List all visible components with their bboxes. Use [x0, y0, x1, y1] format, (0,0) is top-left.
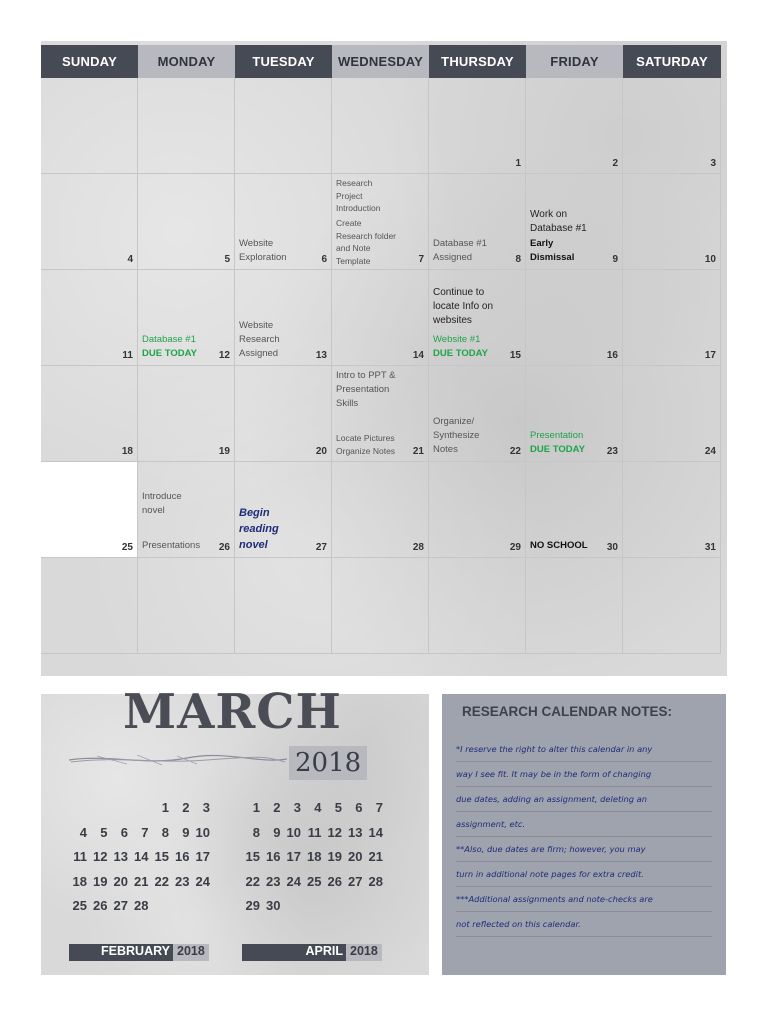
april-label — [242, 944, 382, 961]
mini-calendar-day: 26 — [327, 873, 342, 889]
mini-calendar-week — [67, 800, 217, 825]
day-number: 24 — [704, 446, 716, 457]
mini-calendar-week — [67, 849, 217, 874]
event-text: Database #1 Assigned — [433, 238, 487, 263]
day-cell[interactable] — [235, 174, 332, 270]
mini-calendar-day: 24 — [286, 873, 301, 889]
day-cell[interactable] — [623, 78, 721, 174]
day-cell[interactable] — [41, 558, 138, 654]
weekday-monday: MONDAY — [138, 45, 235, 78]
day-number: 14 — [412, 350, 424, 361]
mini-calendar-week — [240, 898, 390, 923]
day-cell[interactable] — [332, 78, 429, 174]
mini-calendar-day: 22 — [154, 873, 169, 889]
mini-calendar-day: 17 — [286, 849, 301, 864]
event-text: Presentation — [530, 430, 584, 441]
day-number: 3 — [710, 158, 716, 169]
day-cell[interactable] — [235, 462, 332, 558]
day-number: 2 — [612, 158, 618, 169]
day-number: 12 — [218, 350, 230, 361]
mini-calendar-week — [240, 849, 390, 874]
event-text: Begin reading novel — [239, 507, 279, 551]
day-number: 31 — [704, 542, 716, 553]
mini-calendar-day: 5 — [100, 824, 108, 840]
mini-calendar-day: 20 — [348, 849, 363, 864]
mini-calendar-day: 4 — [314, 800, 322, 815]
mini-calendar-day: 1 — [252, 800, 260, 815]
mini-calendar-day: 16 — [266, 849, 281, 864]
day-cell[interactable] — [429, 462, 526, 558]
day-cell[interactable] — [138, 366, 235, 462]
event-text: Website Research Assigned — [239, 320, 280, 359]
day-cell[interactable] — [429, 366, 526, 462]
day-number: 23 — [606, 446, 618, 457]
weekday-wednesday: WEDNESDAY — [332, 45, 429, 78]
note-line: not reflected on this calendar. — [456, 912, 712, 937]
event-text: Introduce novel — [142, 491, 182, 516]
mini-calendar-week — [240, 874, 390, 899]
mini-calendar-day: 6 — [355, 800, 363, 815]
mini-calendar-week — [67, 898, 217, 923]
year-title: 2018 — [289, 746, 367, 780]
day-cell[interactable] — [235, 270, 332, 366]
day-cell[interactable] — [332, 174, 429, 270]
day-number: 25 — [121, 542, 133, 553]
mini-calendar-day: 19 — [93, 873, 108, 889]
day-number: 20 — [315, 446, 327, 457]
weekday-tuesday: TUESDAY — [235, 45, 332, 78]
day-number: 6 — [321, 254, 327, 265]
note-line: *I reserve the right to alter this calendar in any — [456, 737, 712, 762]
day-cell[interactable] — [623, 270, 721, 366]
note-line: ***Additional assignments and note-checks are — [456, 887, 712, 912]
day-number: 18 — [121, 446, 133, 457]
day-cell[interactable] — [138, 462, 235, 558]
mini-calendar-week — [67, 874, 217, 899]
weekday-friday: FRIDAY — [526, 45, 623, 78]
day-number: 8 — [515, 254, 521, 265]
event-text: Website #1 — [433, 334, 481, 345]
day-number: 16 — [606, 350, 618, 361]
day-cell[interactable] — [526, 558, 623, 654]
day-cell[interactable] — [429, 174, 526, 270]
day-cell[interactable] — [332, 558, 429, 654]
event-text: Create Research folder and Note Template — [336, 218, 397, 266]
day-number: 21 — [412, 446, 424, 457]
note-line: assignment, etc. — [456, 812, 712, 837]
day-cell[interactable] — [138, 270, 235, 366]
calendar-grid — [41, 78, 727, 676]
event-text: NO SCHOOL — [530, 540, 588, 551]
event-text: Locate Pictures Organize Notes — [336, 433, 396, 456]
mini-calendar-day: 16 — [175, 849, 190, 864]
february-year: 2018 — [173, 944, 209, 961]
day-cell[interactable] — [41, 270, 138, 366]
mini-calendar-day: 7 — [375, 800, 383, 815]
event-text: Database #1 — [142, 334, 196, 345]
weekday-saturday: SATURDAY — [623, 45, 721, 78]
mini-calendar-day: 2 — [273, 800, 281, 815]
mini-calendar-day: 14 — [368, 824, 383, 840]
day-cell[interactable] — [526, 270, 623, 366]
mini-calendar-day: 15 — [245, 849, 260, 864]
mini-calendar-april — [240, 800, 390, 923]
day-number: 15 — [509, 350, 521, 361]
mini-calendar-day: 27 — [348, 873, 363, 889]
day-cell[interactable] — [235, 558, 332, 654]
mini-calendar-day: 28 — [134, 898, 149, 913]
day-number: 29 — [509, 542, 521, 553]
note-line: due dates, adding an assignment, deleting an — [456, 787, 712, 812]
day-cell[interactable] — [235, 78, 332, 174]
day-number: 10 — [704, 254, 716, 265]
day-cell[interactable] — [429, 78, 526, 174]
day-cell[interactable] — [526, 462, 623, 558]
day-cell[interactable] — [526, 78, 623, 174]
mini-calendar-day: 7 — [141, 824, 149, 840]
mini-calendar-day: 21 — [368, 849, 383, 864]
month-summary-panel — [41, 684, 429, 975]
day-number: 9 — [612, 254, 618, 265]
month-title: MARCH — [123, 684, 342, 740]
mini-calendar-day: 18 — [307, 849, 322, 864]
february-label — [69, 944, 209, 961]
event-text: DUE TODAY — [142, 348, 197, 359]
mini-calendar-day: 18 — [72, 873, 87, 889]
day-cell[interactable] — [138, 78, 235, 174]
mini-calendar-day: 21 — [134, 873, 149, 889]
mini-calendar-day: 2 — [182, 800, 190, 815]
day-number: 22 — [509, 446, 521, 457]
mini-calendar-day: 23 — [175, 873, 190, 889]
day-number: 1 — [515, 158, 521, 169]
april-year: 2018 — [346, 944, 382, 961]
day-cell[interactable] — [526, 174, 623, 270]
day-number: 27 — [315, 542, 327, 553]
event-text: Intro to PPT & Presentation Skills — [336, 370, 396, 409]
mini-calendar-day: 10 — [195, 824, 210, 840]
mini-calendar-day: 5 — [334, 800, 342, 815]
mini-calendar-day: 1 — [161, 800, 169, 815]
event-text: Organize/ Synthesize Notes — [433, 416, 480, 455]
mini-calendar-day: 14 — [134, 849, 149, 864]
day-cell[interactable] — [41, 78, 138, 174]
day-cell[interactable] — [332, 366, 429, 462]
event-text: DUE TODAY — [530, 444, 585, 455]
notes-body — [456, 737, 712, 937]
note-line: turn in additional note pages for extra credit. — [456, 862, 712, 887]
mini-calendar-day: 17 — [195, 849, 210, 864]
mini-calendar-day: 8 — [252, 824, 260, 840]
mini-calendar-day: 22 — [245, 873, 260, 889]
decorative-scribble — [67, 750, 289, 770]
notes-title: RESEARCH CALENDAR NOTES: — [462, 704, 673, 719]
day-number: 13 — [315, 350, 327, 361]
mini-calendar-day: 9 — [273, 824, 281, 840]
weekday-header — [41, 45, 727, 78]
mini-calendar-day: 29 — [245, 898, 260, 913]
research-notes-panel — [442, 694, 726, 975]
mini-calendar-day: 11 — [73, 849, 87, 864]
mini-calendar-week — [240, 800, 390, 825]
day-number: 26 — [218, 542, 230, 553]
mini-calendar-day: 28 — [368, 873, 383, 889]
monthly-calendar — [41, 41, 727, 676]
mini-calendar-day: 13 — [348, 824, 363, 840]
note-line: **Also, due dates are firm; however, you may — [456, 837, 712, 862]
day-cell[interactable] — [623, 174, 721, 270]
weekday-sunday: SUNDAY — [41, 45, 138, 78]
day-cell[interactable] — [526, 366, 623, 462]
mini-calendar-day: 13 — [113, 849, 128, 864]
day-number: 5 — [224, 254, 230, 265]
day-cell[interactable] — [138, 558, 235, 654]
day-number: 19 — [218, 446, 230, 457]
mini-calendar-week — [67, 825, 217, 850]
event-text: Early Dismissal — [530, 238, 575, 263]
day-cell[interactable] — [235, 366, 332, 462]
mini-calendar-day: 25 — [72, 898, 87, 913]
mini-calendar-day: 12 — [93, 849, 108, 864]
event-text: Website Exploration — [239, 238, 287, 263]
mini-calendar-day: 24 — [195, 873, 210, 889]
day-cell[interactable] — [41, 462, 138, 558]
day-cell[interactable] — [429, 270, 526, 366]
mini-calendar-day: 11 — [307, 824, 322, 840]
mini-calendar-week — [240, 825, 390, 850]
mini-calendar-day: 19 — [327, 849, 342, 864]
day-number: 30 — [606, 542, 618, 553]
mini-calendar-day: 9 — [182, 824, 190, 840]
mini-calendar-day: 30 — [266, 898, 281, 913]
event-text: Presentations — [142, 540, 201, 551]
day-cell[interactable] — [332, 462, 429, 558]
event-text: DUE TODAY — [433, 348, 488, 359]
mini-calendar-day: 25 — [307, 873, 322, 889]
day-cell[interactable] — [623, 462, 721, 558]
mini-calendar-day: 15 — [154, 849, 169, 864]
day-cell[interactable] — [623, 366, 721, 462]
mini-calendar-day: 8 — [161, 824, 169, 840]
day-number: 28 — [412, 542, 424, 553]
mini-calendar-day: 4 — [79, 824, 87, 840]
day-number: 7 — [418, 254, 424, 265]
mini-calendar-day: 3 — [202, 800, 210, 815]
day-cell[interactable] — [429, 558, 526, 654]
note-line: way I see fit. It may be in the form of changing — [456, 762, 712, 787]
day-cell[interactable] — [41, 174, 138, 270]
mini-calendar-day: 12 — [327, 824, 342, 840]
day-cell[interactable] — [332, 270, 429, 366]
day-cell[interactable] — [623, 558, 721, 654]
event-text: Work on Database #1 — [530, 209, 587, 234]
day-number: 11 — [122, 350, 133, 361]
event-text: Continue to locate Info on websites — [433, 287, 494, 326]
february-month-name: FEBRUARY — [69, 944, 173, 961]
mini-calendar-day: 23 — [266, 873, 281, 889]
april-month-name: APRIL — [242, 944, 346, 961]
day-number: 17 — [704, 350, 716, 361]
event-text: Research Project Introduction — [336, 178, 381, 213]
mini-calendar-day: 10 — [286, 824, 301, 840]
mini-calendar-day: 20 — [113, 873, 128, 889]
mini-calendar-day: 27 — [113, 898, 128, 913]
day-cell[interactable] — [138, 174, 235, 270]
day-number: 4 — [127, 254, 133, 265]
mini-calendar-day: 6 — [120, 824, 128, 840]
day-cell[interactable] — [41, 366, 138, 462]
mini-calendar-february — [67, 800, 217, 923]
mini-calendar-day: 26 — [93, 898, 108, 913]
weekday-thursday: THURSDAY — [429, 45, 526, 78]
mini-calendar-day: 3 — [293, 800, 301, 815]
